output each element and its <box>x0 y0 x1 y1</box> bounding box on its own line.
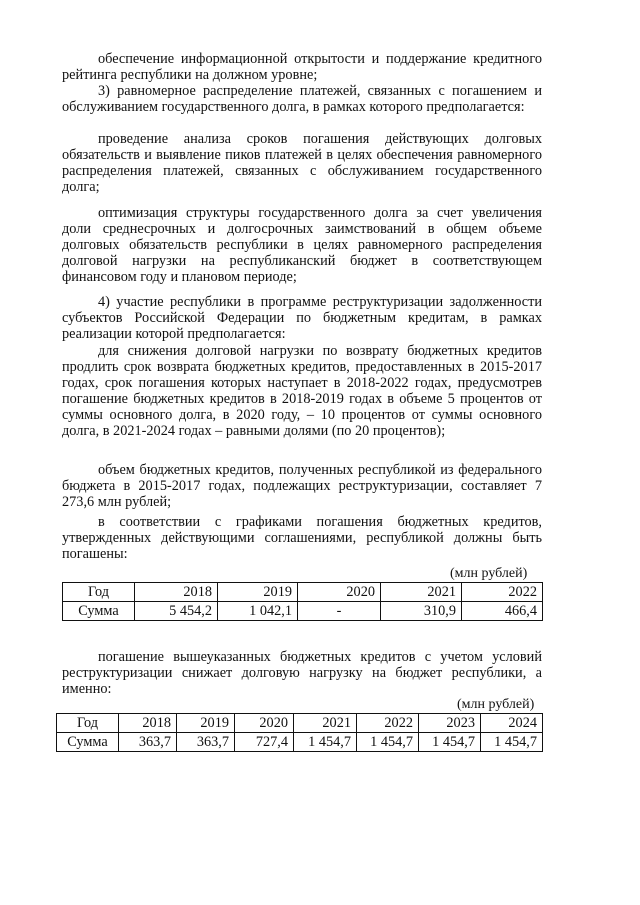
table1-sum-cell: 310,9 <box>381 602 462 621</box>
table1-year-label: Год <box>63 583 135 602</box>
table1-unit-label: (млн рублей) <box>450 566 528 581</box>
table2-year-label: Год <box>57 714 119 733</box>
table1-sum-label: Сумма <box>63 602 135 621</box>
table2-sum-cell: 1 454,7 <box>294 733 357 752</box>
table2-year-cell: 2023 <box>419 714 481 733</box>
table1-sum-cell: 466,4 <box>462 602 543 621</box>
table2-sum-cell: 1 454,7 <box>419 733 481 752</box>
table2-year-row <box>57 714 543 733</box>
paragraph-maturity-analysis: проведение анализа сроков погашения действующих долговых обязательств и выявление пиков платежей в целях обеспечения равномерного распределения платежей, связанных с обслуживанием государственного долга; <box>62 131 542 196</box>
table1-year-row <box>63 583 543 602</box>
table1-year-cell: 2020 <box>298 583 381 602</box>
table1-year-cell: 2021 <box>381 583 462 602</box>
table2-sum-cell: 727,4 <box>235 733 294 752</box>
table2-year-cell: 2024 <box>481 714 543 733</box>
table2-sum-cell: 363,7 <box>119 733 177 752</box>
table1-year-cell: 2022 <box>462 583 543 602</box>
table2-sum-label: Сумма <box>57 733 119 752</box>
table2-unit-label: (млн рублей) <box>457 697 535 712</box>
table2-year-cell: 2020 <box>235 714 294 733</box>
table2-year-cell: 2022 <box>357 714 419 733</box>
table2-sum-cell: 363,7 <box>177 733 235 752</box>
paragraph-item-3: 3) равномерное распределение платежей, связанных с погашением и обслуживанием государственного долга, в рамках которого предполагается: <box>62 83 542 116</box>
table2-sum-cell: 1 454,7 <box>481 733 543 752</box>
table1-sum-row <box>63 602 543 621</box>
paragraph-restructuring-volume: объем бюджетных кредитов, полученных республикой из федерального бюджета в 2015-2017 годах, подлежащих реструктуризации, составляет 7 273,6 млн рублей; <box>62 462 542 511</box>
paragraph-repayment-schedule: в соответствии с графиками погашения бюджетных кредитов, утвержденных действующими соглашениями, республикой должны быть погашены: <box>62 514 542 563</box>
table1-sum-cell: 1 042,1 <box>218 602 298 621</box>
table1-year-cell: 2018 <box>135 583 218 602</box>
paragraph-term-extension: для снижения долговой нагрузки по возврату бюджетных кредитов продлить срок возврата бюджетных кредитов, предоставленных в 2015-2017 годах, срок погашения которых наступает в 2018-2022 годах, предусмотрев погашение бюджетных кредитов в 2018-2019 годах в объеме 5 процентов от суммы основного долга, в 2020 году, – 10 процентов от суммы основного долга, в 2021-2024 годах – равными долями (по 20 процентов); <box>62 343 542 440</box>
repayment-schedule-table <box>62 582 543 621</box>
paragraph-debt-structure: оптимизация структуры государственного долга за счет увеличения доли среднесрочных и долгосрочных заимствований в общем объеме долговых обязательств республики в целях равномерного распределения долговой нагрузки на республиканский бюджет в соответствующем финансовом году и плановом периоде; <box>62 205 542 286</box>
table2-year-cell: 2018 <box>119 714 177 733</box>
paragraph-info-openness: обеспечение информационной открытости и поддержание кредитного рейтинга республики на должном уровне; <box>62 51 542 84</box>
table2-year-cell: 2021 <box>294 714 357 733</box>
table1-year-cell: 2019 <box>218 583 298 602</box>
paragraph-load-reduction: погашение вышеуказанных бюджетных кредитов с учетом условий реструктуризации снижает долговую нагрузку на бюджет республики, а именно: <box>62 649 542 698</box>
restructured-repayment-table <box>56 713 543 752</box>
table2-sum-cell: 1 454,7 <box>357 733 419 752</box>
paragraph-item-4: 4) участие республики в программе реструктуризации задолженности субъектов Российской Федерации по бюджетным кредитам, в рамках реализации которой предполагается: <box>62 294 542 343</box>
table1-sum-cell: 5 454,2 <box>135 602 218 621</box>
table1-sum-cell: - <box>298 602 381 621</box>
table2-sum-row <box>57 733 543 752</box>
table2-year-cell: 2019 <box>177 714 235 733</box>
